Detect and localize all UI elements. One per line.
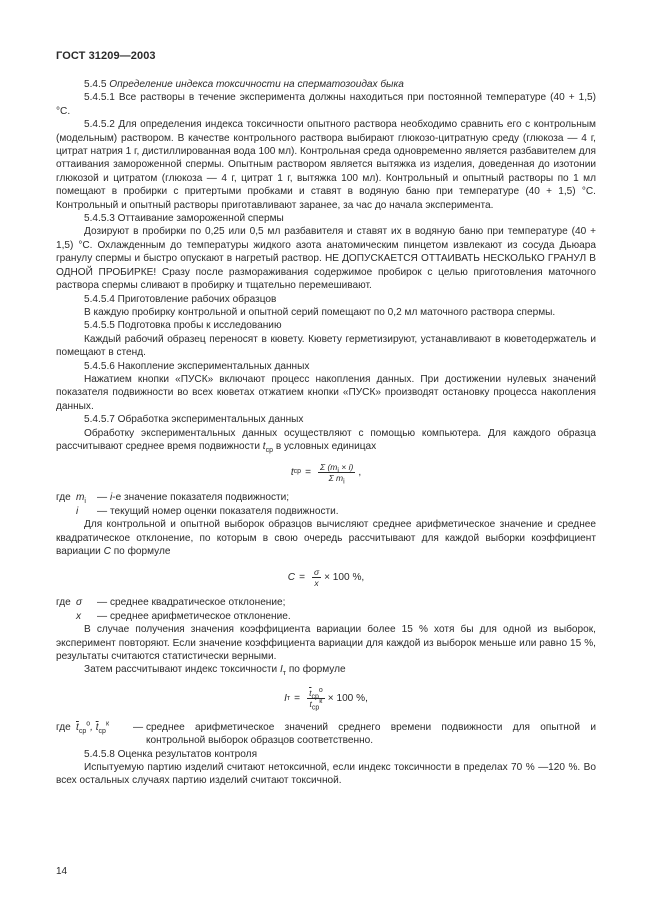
paragraph: Затем рассчитывают индекс токсичности $I_т$ по формуле [84,664,346,678]
where-item: где σ — среднее квадратическое отклонение; [56,597,286,609]
where-item: i — текущий номер оценки показателя подвижности. [76,505,339,517]
where-item: x — среднее арифметическое отклонение. [76,610,291,622]
subsection-title: 5.4.5.3 Оттаивание замороженной спермы [84,213,284,225]
paragraph: Каждый рабочий образец переносят в кювету. Кювету герметизируют, устанавливают в кюветодержатель и помещают в стенд. [56,333,596,359]
subsection-title: 5.4.5.7 Обработка экспериментальных данных [84,414,304,426]
fraction: $\frac{\overline{t}_{ср}^о}{\overline{t}_{ср}^к}$ [309,687,323,713]
section-heading [56,78,596,91]
where-item: где $\overline{t}_{ср}^о$, $\overline{t}_{ср}^к$ — среднее арифметическое значений среднего времени подвижности для опытной и контрольной выборок образцов соответственно. [56,720,596,747]
document-body [56,78,596,788]
fraction: $\frac{\sigma}{x}$ [313,566,320,588]
paragraph: Нажатием кнопки «ПУСК» включают процесс накопления данных. При достижении нулевых значений показателя подвижности во всех кюветах отжатием кнопки «ПУСК» производят остановку процесса накопления данных. [56,373,596,412]
fraction: $\frac{\Sigma (m_i \times i)}{\Sigma m_i}$ [319,461,354,486]
paragraph: Испытуемую партию изделий считают нетоксичной, если индекс токсичности в пределах 70 % —120 %. Во всех остальных случаях партию изделий считают токсичной. [56,762,596,787]
paragraph: Обработку экспериментальных данных осуществляют с помощью компьютера. Для каждого образца рассчитывают среднее время подвижности $t_{ср}$ в условных единицах [56,427,596,454]
section-number: 5.4.5 [84,79,107,90]
paragraph: 5.4.5.1 Все растворы в течение эксперимента должны находиться при постоянной температуре (40 + 1,5) °С. [56,92,596,117]
formula-mean-time: t ср = $\frac{\Sigma (m_i \times i)}{\Sigma m_i}$ , [290,461,362,486]
paragraph: 5.4.5.2 Для определения индекса токсичности опытного раствора необходимо сравнить его с контрольным (модельным) раствором. В качестве контрольного раствора выбирают глюкозо-цитратную среду (глюкоза — 4 г, цитрат натрия 1 г, дистиллированная вода 100 мл). Контрольная среда одновременно является разбавителем для оттаивания замороженной спермы. Опытным раствором является вытяжка из изделия, доведенная до изотонии глюкозой и цитратом (глюкоза — 4 г, цитрат 1 г, вытяжка 100 мл). Контрольный и опытный растворы по 1 мл помещают в пробирки с притертыми пробками и ставят в водяную баню при температуре (40 + 1,5) °С. Контрольный и опытный растворы приготавливают заранее, за час до начала эксперимента. [56,119,596,211]
standard-header: ГОСТ 31209—2003 [56,50,156,62]
formula-variation: C = $\frac{\sigma}{x}$ × 100 %, [287,566,365,588]
subsection-title: 5.4.5.5 Подготовка пробы к исследованию [84,320,282,332]
page-number: 14 [56,866,68,877]
paragraph: Для контрольной и опытной выборок образцов вычисляют среднее арифметическое значение и среднее квадратическое отклонение, по которым в свою очередь рассчитывают для каждой выборки коэффициент вариации С по формуле [56,519,596,557]
where-item: где $m_i$ — i-е значение показателя подвижности; [56,492,290,506]
paragraph: В каждую пробирку контрольной и опытной серий помещают по 0,2 мл маточного раствора спермы. [84,306,556,318]
subsection-title: 5.4.5.6 Накопление экспериментальных данных [84,360,310,372]
formula-toxicity-index: I т = $\frac{\overline{t}_{ср}^о}{\overline{t}_{ср}^к}$ × 100 %, [284,687,368,713]
subsection-title: 5.4.5.4 Приготовление рабочих образцов [84,293,277,305]
paragraph: Дозируют в пробирки по 0,25 или 0,5 мл разбавителя и ставят их в водяную баню при температуре (40 + 1,5) °С. Охлажденным до температуры жидкого азота анатомическим пинцетом извлекают из сосуда Дьюара гранулу спермы и быстро опускают в нагретый раствор. НЕ ДОПУСКАЕТСЯ ОТТАИВАТЬ НЕСКОЛЬКО ГРАНУЛ В ОДНОЙ ПРОБИРКЕ! Сразу после размораживания содержимое пробирок с целью приготовления маточного раствора спермы сливают в пробирку и тщательно перемешивают. [56,226,596,292]
section-title: Определение индекса токсичности на сперматозоидах быка [109,79,404,90]
subsection-title: 5.4.5.8 Оценка результатов контроля [84,748,258,760]
paragraph: В случае получения значения коэффициента вариации более 15 % хотя бы для одной из выборок, эксперимент повторяют. Если значение коэффициента вариации для каждой из выборок меньше или равно 15 %, результаты считаются статистически верными. [56,624,596,663]
